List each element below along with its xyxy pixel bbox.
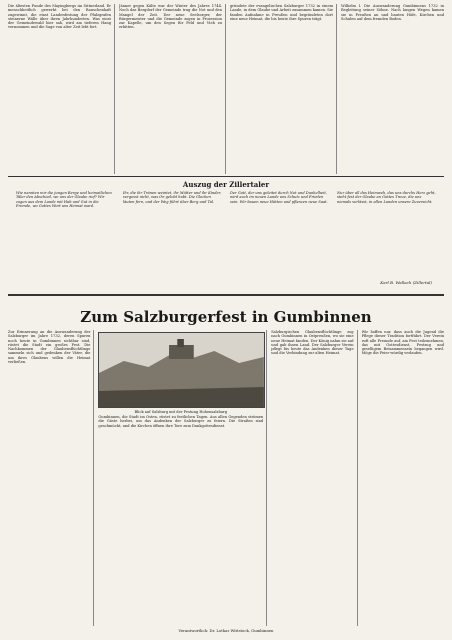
top-column-3-text: gründete der evangelischen Salzburger 1732 in einem Lande, in dem Glaube und Arbeit zusammen kamen. Sie fanden Aufnahme in Preußen und begründeten dort eine neue Heimat, die bis heute ihre Spuren trägt. <box>230 4 333 21</box>
top-column-3 <box>230 4 337 174</box>
poem-section <box>8 178 444 292</box>
top-column-2-text: Jänner gegen Kälte war der Winter des Jahres 1744. Noch das Bergdorf der Gemeinde trug die Not und den Mangel der Zeit. Der neue Seelsorger, der Bürgermeister und die Gemeinde zogen in Prozession zur Kapelle, um den Segen für Feld und Vieh zu erbitten. <box>119 4 222 30</box>
city-photo <box>98 332 265 408</box>
poem-stanza-2: Ihr, die ihr Tränen weintet, ihr Mütter und ihr Kinder, vergesst nicht, was ihr gelobt habt. Die Glocken läuten fern, und der Weg führt über Berg und Tal. <box>123 191 222 204</box>
poem-author: Karl B. Wallach (Zillertal) <box>380 280 432 285</box>
poem-title: Auszug der Zillertaler <box>182 180 270 189</box>
bottom-column-1-text: Zur Erinnerung an die Auswanderung der Salzburger im Jahre 1732, deren Spuren noch heute in Gumbinnen sichtbar sind, rüstet die Stadt ein großes Fest. Die Nachkommen der Glaubensflüchtlinge sammeln sich und gedenken der Väter, die um ihres Glaubens willen die Heimat verließen. <box>8 330 91 365</box>
banner-headline: Zum Salzburgerfest in Gumbinnen <box>80 308 372 326</box>
top-column-1 <box>8 4 115 174</box>
poem-columns <box>8 191 444 209</box>
bottom-column-2-text: Gumbinnen, die Stadt im Osten, rüstet zu festlichen Tagen. Aus allen Gegenden strömen die Gäste herbei, um das Andenken der Salzburger zu feiern. Die Straßen sind geschmückt, und die Kirchen öffnen ihre Tore zum Dankgottesdienst. <box>98 415 264 428</box>
bottom-column-4-text: Wir hoffen nur, dass auch die Jugend die Pflege dieser Tradition fortführt. Der Verein ruft alle Freunde auf, am Fest teilzunehmen, das mit Gottesdienst, Festzug und geselligem Beisammensein begangen wird. Möge die Feier würdig verlaufen. <box>361 330 444 356</box>
divider-rule-thick <box>8 294 444 296</box>
city-photo-illustration <box>99 333 264 407</box>
photo-caption: Blick auf Salzburg mit der Festung Hohensalzburg <box>134 410 228 414</box>
bottom-section <box>8 330 444 626</box>
bottom-column-3 <box>271 330 357 626</box>
top-column-4-text: Wilhelm I. Die Auswanderung Gumbinnens 1732 in Begleitung seiner Söhne. Nach langen Wegen kamen sie in Preußen an und bauten Höfe, Kirchen und Schulen auf dem fremden Boden. <box>341 4 444 21</box>
top-column-2 <box>119 4 226 174</box>
poem-stanza-4: Nur über all das Heimweh, das uns durchs Herz geht, steht fest der Glaube an Gottes Treue, die uns niemals verlässt, in allen Landen unsere Zuversicht. <box>337 191 436 204</box>
bottom-column-3-text: Salzburgischen Glaubensflüchtlinge zog nach Gumbinnen in Ostpreußen, wo sie eine neue Heimat fanden. Der König nahm sie auf und gab ihnen Land. Der Salzburger Verein pflegt bis heute das Andenken dieser Tage und die Verbindung zur alten Heimat. <box>271 330 354 356</box>
top-section <box>8 4 444 174</box>
top-column-4 <box>341 4 444 174</box>
bottom-column-4 <box>362 330 444 626</box>
top-column-1-text: Die ältesten Funde des Mayingbergs im Sittnerland. Er menschheitlich gewerkt bei den Rauschenhaft zugewinnt, die einst Landenfestung der Pfalzgrafen steinerne Wälle über ihren Jahrhunderten. Was einst der Gemeindewald hier sah, wird am tieferen Hang vernommen und die Sage von alter Zeit lebt fort. <box>8 4 111 30</box>
divider-rule <box>8 176 444 177</box>
footer-credit: Verantwortlich: Dr. Lothar Wittstock, Gumbinnen <box>178 628 274 633</box>
newspaper-page <box>8 4 444 636</box>
bottom-column-2 <box>98 330 267 626</box>
poem-stanza-1: Wie nannten mir die jungen Berge und heimatlichen Täler den Abschied, wo uns der Glaube rief? Wir zogen aus dem Lande mit Hab und Gut in die Fremde, wo Gottes Wort uns Heimat ward. <box>16 191 112 209</box>
bottom-column-1 <box>8 330 94 626</box>
poem-stanza-3: Der Gott, der uns geleitet durch Not und Dunkelheit, wird auch im neuen Lande uns Schutz und Frieden sein. Wir bauen neue Hütten und pflanzen neue Saat. <box>230 191 328 204</box>
